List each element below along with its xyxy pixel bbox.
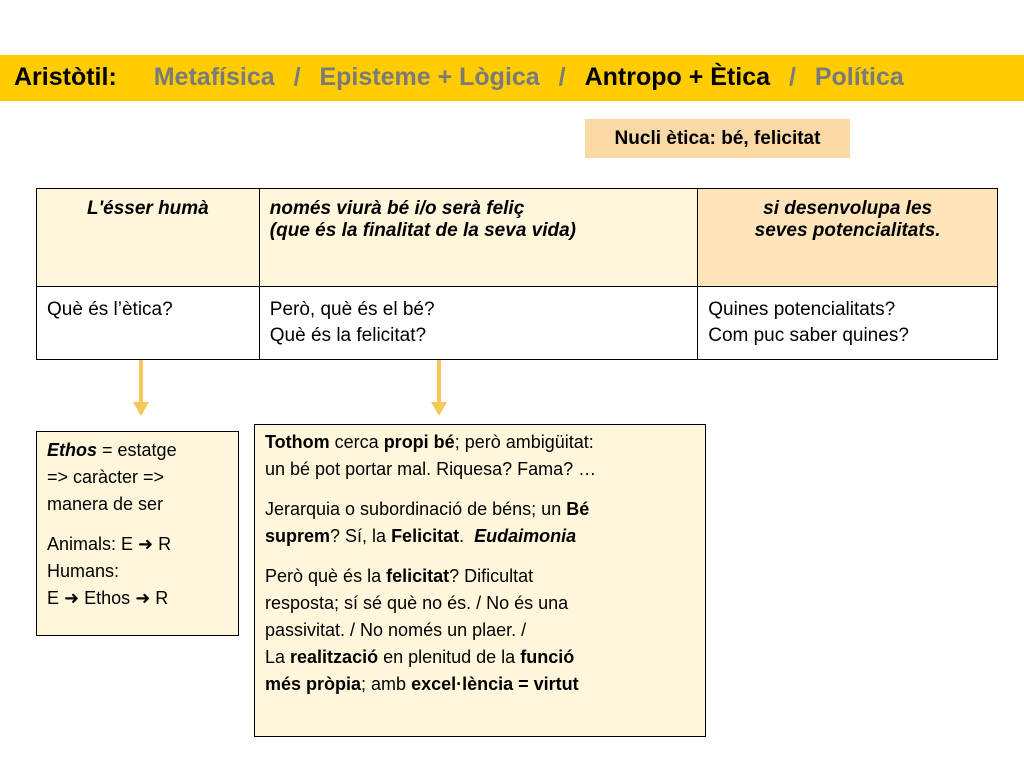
topic-metafisica: Metafísica bbox=[153, 63, 275, 91]
humans-label: Humans: bbox=[47, 561, 120, 581]
text-run: cerca bbox=[329, 432, 384, 452]
paragraph-line bbox=[265, 644, 695, 671]
paragraph-line bbox=[265, 563, 695, 590]
bold-term: més pròpia bbox=[265, 674, 362, 694]
text-run: Jerarquia o subordinació de béns; un bbox=[265, 499, 567, 519]
bold-term: excel·lència = virtut bbox=[411, 674, 579, 694]
header-cell-live-well bbox=[259, 189, 697, 287]
topic-separator: / bbox=[558, 63, 566, 91]
table-row bbox=[37, 287, 998, 360]
text-run: ? Dificultat bbox=[449, 566, 534, 586]
table-cell bbox=[259, 287, 697, 360]
cell-line: Però, què és el bé? bbox=[269, 299, 435, 320]
text-run: ; però ambigüitat: bbox=[454, 432, 594, 452]
bold-term: Bé bbox=[566, 499, 590, 519]
bold-term: funció bbox=[520, 647, 575, 667]
ethos-definition-line bbox=[47, 437, 228, 464]
bold-term: felicitat bbox=[386, 566, 450, 586]
bold-term: propi bé bbox=[383, 432, 455, 452]
header-cell-line: seves potencialitats. bbox=[754, 220, 941, 241]
animals-response: R bbox=[158, 534, 172, 554]
right-arrow-icon: ➜ bbox=[135, 588, 151, 608]
humans-response: R bbox=[155, 588, 169, 608]
ethos-definition-line: manera de ser bbox=[47, 494, 164, 514]
paragraph-line: un bé pot portar mal. Riquesa? Fama? … bbox=[265, 459, 597, 479]
cell-line: Què és la felicitat? bbox=[269, 324, 427, 346]
cell-line: Quines potencialitats? bbox=[708, 299, 896, 320]
core-ethics-badge: Nucli ètica: bé, felicitat bbox=[585, 119, 850, 158]
text-run: ? Sí, la bbox=[330, 526, 392, 546]
header-cell-line: si desenvolupa les bbox=[763, 198, 933, 219]
paragraph-line bbox=[265, 496, 695, 523]
animals-label: Animals: E bbox=[47, 534, 134, 554]
paragraph-line: resposta; sí sé què no és. / No és una bbox=[265, 593, 569, 613]
header-cell-text: L'ésser humà bbox=[87, 198, 209, 219]
right-arrow-icon: ➜ bbox=[138, 534, 154, 554]
header-cell-line: (que és la finalitat de la seva vida) bbox=[269, 220, 577, 241]
paragraph-line bbox=[265, 429, 695, 456]
cell-line: Què és l’ètica? bbox=[47, 299, 173, 320]
bold-term: realització bbox=[290, 647, 379, 667]
bold-term: suprem bbox=[265, 526, 331, 546]
header-cell-line: només viurà bé i/o serà feliç bbox=[269, 198, 525, 219]
eudaimonia-term: Eudaimonia bbox=[474, 526, 577, 546]
header-cell-human-being bbox=[37, 189, 260, 287]
title-line bbox=[14, 63, 904, 92]
ethos-box bbox=[36, 431, 239, 636]
header-cell-potentialities bbox=[698, 189, 998, 287]
text-run: ; amb bbox=[361, 674, 412, 694]
ethics-table bbox=[36, 188, 998, 360]
text-run: . bbox=[459, 526, 475, 546]
bold-term: Felicitat bbox=[391, 526, 460, 546]
table-cell bbox=[698, 287, 998, 360]
down-arrow-icon bbox=[431, 360, 447, 416]
topic-antropo-etica: Antropo + Ètica bbox=[584, 63, 770, 91]
humans-line bbox=[47, 585, 228, 612]
topic-politica: Política bbox=[814, 63, 904, 91]
table-cell bbox=[37, 287, 260, 360]
text-run: en plenitud de la bbox=[378, 647, 521, 667]
topic-separator: / bbox=[788, 63, 796, 91]
ethos-term: Ethos bbox=[47, 440, 98, 460]
paragraph-line: passivitat. / No només un plaer. / bbox=[265, 620, 527, 640]
table-header-row bbox=[37, 189, 998, 287]
cell-line: Com puc saber quines? bbox=[708, 324, 909, 346]
paragraph-line bbox=[265, 523, 695, 550]
text-run: La bbox=[265, 647, 291, 667]
down-arrow-icon bbox=[133, 360, 149, 416]
title-banner bbox=[0, 55, 1024, 101]
bold-term: Tothom bbox=[265, 432, 330, 452]
animals-line bbox=[47, 531, 228, 558]
humans-ethos: Ethos bbox=[84, 588, 131, 608]
right-arrow-icon: ➜ bbox=[64, 588, 80, 608]
happiness-box bbox=[254, 424, 706, 737]
humans-stimulus: E bbox=[47, 588, 60, 608]
topic-episteme-logica: Episteme + Lògica bbox=[319, 63, 540, 91]
text-run: Però què és la bbox=[265, 566, 387, 586]
topic-separator: / bbox=[293, 63, 301, 91]
ethos-definition-line: => caràcter => bbox=[47, 467, 165, 487]
page-title: Aristòtil: bbox=[14, 63, 117, 91]
ethos-definition: = estatge bbox=[97, 440, 177, 460]
paragraph-line bbox=[265, 671, 695, 698]
